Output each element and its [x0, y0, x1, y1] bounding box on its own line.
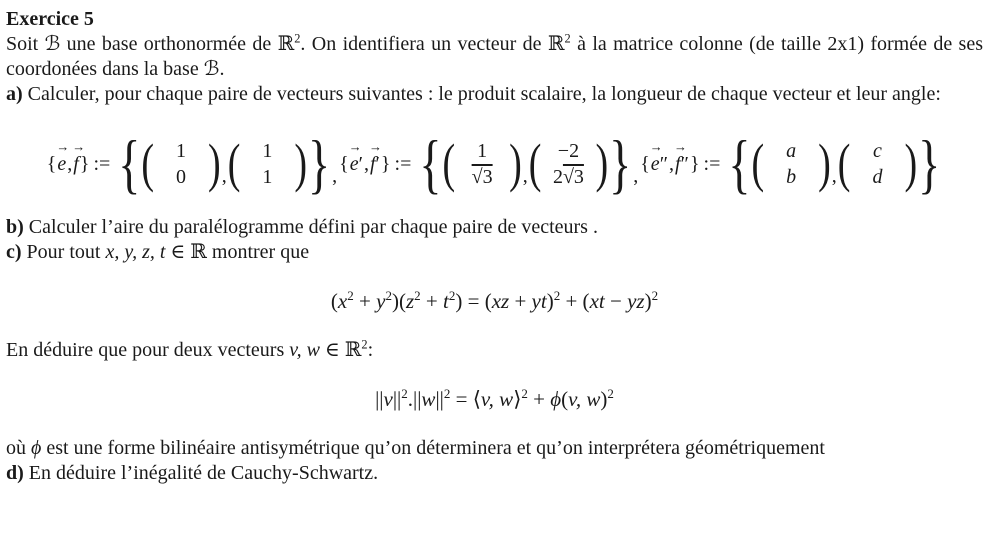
- math-token: f: [369, 152, 376, 175]
- matrix-column: [455, 138, 509, 190]
- math-token: f: [73, 152, 79, 175]
- text-run: En déduire que pour deux vecteurs: [6, 339, 290, 361]
- matrix-column: [240, 138, 294, 190]
- text-run: .: [219, 58, 225, 80]
- prime-mark: ″: [659, 152, 669, 175]
- math-token: yz: [627, 289, 645, 313]
- comma-separator: ,: [332, 164, 338, 187]
- variables: x, y, z, t: [105, 241, 166, 263]
- exponent: 2: [651, 288, 659, 303]
- script-B-symbol: ℬ: [44, 33, 61, 55]
- exponent: 2: [553, 288, 561, 303]
- comma-separator: ,: [633, 164, 639, 187]
- math-token: + (: [560, 289, 590, 313]
- item-c-paragraph: [6, 240, 983, 265]
- math-token: 1: [477, 140, 488, 162]
- script-B-symbol: ℬ: [203, 58, 220, 80]
- left-paren: (: [837, 134, 851, 194]
- text-run: où: [6, 437, 31, 459]
- column-matrix: [442, 134, 522, 194]
- exponent: 2: [564, 31, 571, 46]
- item-a-paragraph: [6, 82, 983, 107]
- vector-arrow-icon: →: [348, 138, 361, 154]
- text-run: En déduire l’inégalité de Cauchy-Schwartz.: [23, 462, 379, 484]
- item-c-label: c): [6, 241, 22, 263]
- math-token: x: [337, 289, 348, 313]
- matrix-column: [154, 138, 208, 190]
- column-matrix: [751, 134, 831, 194]
- math-token: 1: [176, 140, 187, 162]
- vector-f-double-prime: [674, 138, 690, 177]
- math-token: =: [450, 387, 473, 411]
- variables: v, w: [480, 387, 514, 411]
- right-paren: ): [208, 134, 221, 194]
- vector-pair-set-1: [46, 127, 338, 200]
- text-run: Soit: [6, 33, 45, 55]
- math-token: +: [509, 289, 532, 313]
- exponent: 2: [347, 288, 354, 303]
- right-angle-bracket: ⟩: [513, 387, 522, 411]
- math-token: ,: [363, 152, 369, 175]
- math-token: e: [349, 152, 359, 175]
- norm-bars: ||: [392, 387, 402, 411]
- math-token: b: [786, 166, 797, 188]
- exponent: 2: [607, 386, 614, 401]
- matrix-cell: [786, 164, 796, 190]
- matrix-cell: [176, 164, 186, 190]
- assign-symbol: :=: [93, 152, 111, 175]
- equation-identity: [6, 288, 983, 315]
- math-token: .: [407, 387, 413, 411]
- phi-symbol: ϕ: [31, 437, 42, 459]
- math-token: {: [339, 152, 349, 175]
- item-a-label: a): [6, 83, 23, 105]
- assign-symbol: :=: [394, 152, 412, 175]
- math-token: 1: [262, 140, 273, 162]
- column-matrix: [141, 134, 221, 194]
- variables: v, w: [289, 339, 320, 361]
- radical: √3: [471, 166, 493, 188]
- equation-norm: [6, 386, 983, 413]
- left-brace: {: [419, 127, 442, 200]
- vector-arrow-icon: →: [649, 138, 662, 154]
- math-token: 0: [176, 166, 187, 188]
- right-brace: }: [918, 127, 941, 200]
- matrix-cell: [472, 164, 493, 190]
- right-paren: ): [818, 134, 831, 194]
- exponent: 2: [521, 386, 528, 401]
- phi-paragraph: [6, 436, 983, 461]
- math-token: +: [420, 289, 443, 313]
- math-token: xt: [589, 289, 605, 313]
- vector-e-prime: [348, 138, 364, 177]
- text-run: :: [367, 339, 374, 361]
- text-run: Pour tout: [21, 241, 106, 263]
- assign-symbol: :=: [703, 152, 721, 175]
- vector-arrow-icon: →: [674, 138, 687, 154]
- math-token: ,: [67, 152, 73, 175]
- right-brace: }: [308, 127, 331, 200]
- item-d-label: d): [6, 462, 24, 484]
- text-run: montrer que: [206, 241, 310, 263]
- math-token: w: [421, 387, 436, 411]
- prime-mark: ″: [680, 152, 689, 175]
- pair-name: [338, 138, 418, 177]
- vector-f: [72, 138, 85, 177]
- math-token: c: [873, 140, 882, 162]
- exponent: 2: [361, 337, 368, 352]
- element-of-symbol: ∈: [319, 339, 345, 361]
- left-paren: (: [442, 134, 456, 194]
- prime-mark: ′: [358, 152, 363, 175]
- column-matrix: [227, 134, 308, 194]
- norm-bars: ||: [435, 387, 444, 411]
- left-paren: (: [227, 134, 241, 194]
- R-symbol: ℝ: [344, 339, 362, 361]
- comma-separator: ,: [522, 164, 528, 187]
- text-run: une base orthonormée de: [60, 33, 278, 55]
- matrix-cell: [262, 138, 272, 164]
- math-token: f: [675, 152, 681, 175]
- comma-separator: ,: [831, 164, 837, 187]
- math-token: }: [79, 152, 90, 175]
- pair-name: [639, 138, 727, 177]
- norm-bars: ||: [413, 387, 422, 411]
- column-matrix: [837, 134, 918, 194]
- text-run: Calculer l’aire du paralélogramme défini par chaque paire de vecteurs .: [23, 216, 598, 238]
- exponent: 2: [414, 288, 421, 303]
- comma-separator: ,: [221, 164, 227, 187]
- matrix-cell: [176, 138, 186, 164]
- math-token: ) = (: [455, 289, 492, 313]
- radical: √3: [562, 166, 584, 188]
- vector-pair-set-3: [639, 127, 943, 200]
- right-paren: ): [294, 134, 308, 194]
- matrix-column: [764, 138, 818, 190]
- exponent: 2: [294, 31, 301, 46]
- math-token: {: [640, 152, 650, 175]
- vector-pairs-display: [6, 121, 983, 207]
- math-token: ,: [669, 152, 675, 175]
- matrix-cell: [873, 138, 882, 164]
- phi-symbol: ϕ: [550, 387, 562, 411]
- left-paren: (: [141, 134, 155, 194]
- math-token: ): [546, 289, 554, 313]
- math-token: −2: [557, 140, 580, 162]
- math-token: e: [57, 152, 67, 175]
- vector-arrow-icon: →: [368, 138, 381, 154]
- right-paren: ): [509, 134, 522, 194]
- matrix-cell: [262, 164, 272, 190]
- matrix-cell: [477, 138, 487, 164]
- element-of-symbol: ∈: [165, 241, 191, 263]
- item-d-paragraph: [6, 461, 983, 486]
- math-token: xz: [491, 289, 510, 313]
- vector-arrow-icon: →: [56, 138, 69, 154]
- exponent: 2: [448, 288, 456, 303]
- matrix-cell: [553, 164, 584, 190]
- intro-paragraph: [6, 32, 983, 82]
- vector-e: [56, 138, 69, 177]
- left-angle-bracket: ⟨: [472, 387, 481, 411]
- text-run: est une forme bilinéaire antisymétrique qu’on déterminera et qu’on interprétera géométriquement: [41, 437, 825, 459]
- left-brace: {: [728, 127, 751, 200]
- right-paren: ): [595, 134, 609, 194]
- R-symbol: ℝ: [190, 241, 207, 263]
- norm-bars: ||: [375, 387, 384, 411]
- math-token: z: [405, 289, 415, 313]
- text-run: Calculer, pour chaque paire de vecteurs suivantes : le produit scalaire, la longueur de chaque vecteur et leur angle:: [22, 83, 941, 105]
- vector-e-double-prime: [649, 138, 669, 177]
- math-token: +: [527, 387, 551, 411]
- exponent: 2: [401, 386, 408, 401]
- math-token: ): [600, 387, 608, 411]
- math-token: }: [689, 152, 700, 175]
- math-token: )(: [391, 289, 406, 313]
- math-token: yt: [531, 289, 547, 313]
- math-token: +: [353, 289, 377, 313]
- vector-f-prime: [368, 138, 381, 177]
- item-b-label: b): [6, 216, 24, 238]
- math-token: a: [786, 140, 797, 162]
- text-run: . On identifiera un vecteur de: [300, 33, 548, 55]
- math-token: d: [872, 166, 883, 188]
- matrix-cell: [558, 138, 579, 164]
- math-token: v: [383, 387, 393, 411]
- deduce-paragraph: [6, 338, 983, 363]
- matrix-cell: [872, 164, 882, 190]
- matrix-column: [541, 138, 595, 190]
- math-token: (: [561, 387, 569, 411]
- pair-name: [46, 138, 118, 177]
- left-paren: (: [528, 134, 542, 194]
- math-token: {: [46, 152, 57, 175]
- vector-pair-set-2: [338, 127, 639, 200]
- prime-mark: ′: [375, 152, 380, 175]
- math-token: 2: [552, 166, 563, 188]
- math-token: −: [604, 289, 628, 313]
- matrix-cell: [786, 138, 796, 164]
- left-paren: (: [751, 134, 765, 194]
- column-matrix: [528, 134, 609, 194]
- left-brace: {: [118, 127, 141, 200]
- R-symbol: ℝ: [547, 33, 565, 55]
- item-b-paragraph: [6, 215, 983, 240]
- right-paren: ): [904, 134, 918, 194]
- right-brace: }: [609, 127, 632, 200]
- math-token: }: [380, 152, 391, 175]
- math-token: e: [650, 152, 660, 175]
- text-run: à la matrice colonne (de taille 2x1) formée de ses coordonées dans la base: [6, 33, 983, 80]
- math-token: (: [330, 289, 338, 313]
- math-token: y: [376, 289, 386, 313]
- variables: v, w: [568, 387, 601, 411]
- math-token: 1: [262, 166, 273, 188]
- exercise-title: Exercice 5: [6, 8, 94, 30]
- math-token: ): [644, 289, 652, 313]
- exponent: 2: [385, 288, 392, 303]
- R-symbol: ℝ: [277, 33, 295, 55]
- matrix-column: [850, 138, 904, 190]
- exponent: 2: [443, 386, 451, 401]
- math-token: t: [443, 289, 449, 313]
- vector-arrow-icon: →: [72, 138, 85, 154]
